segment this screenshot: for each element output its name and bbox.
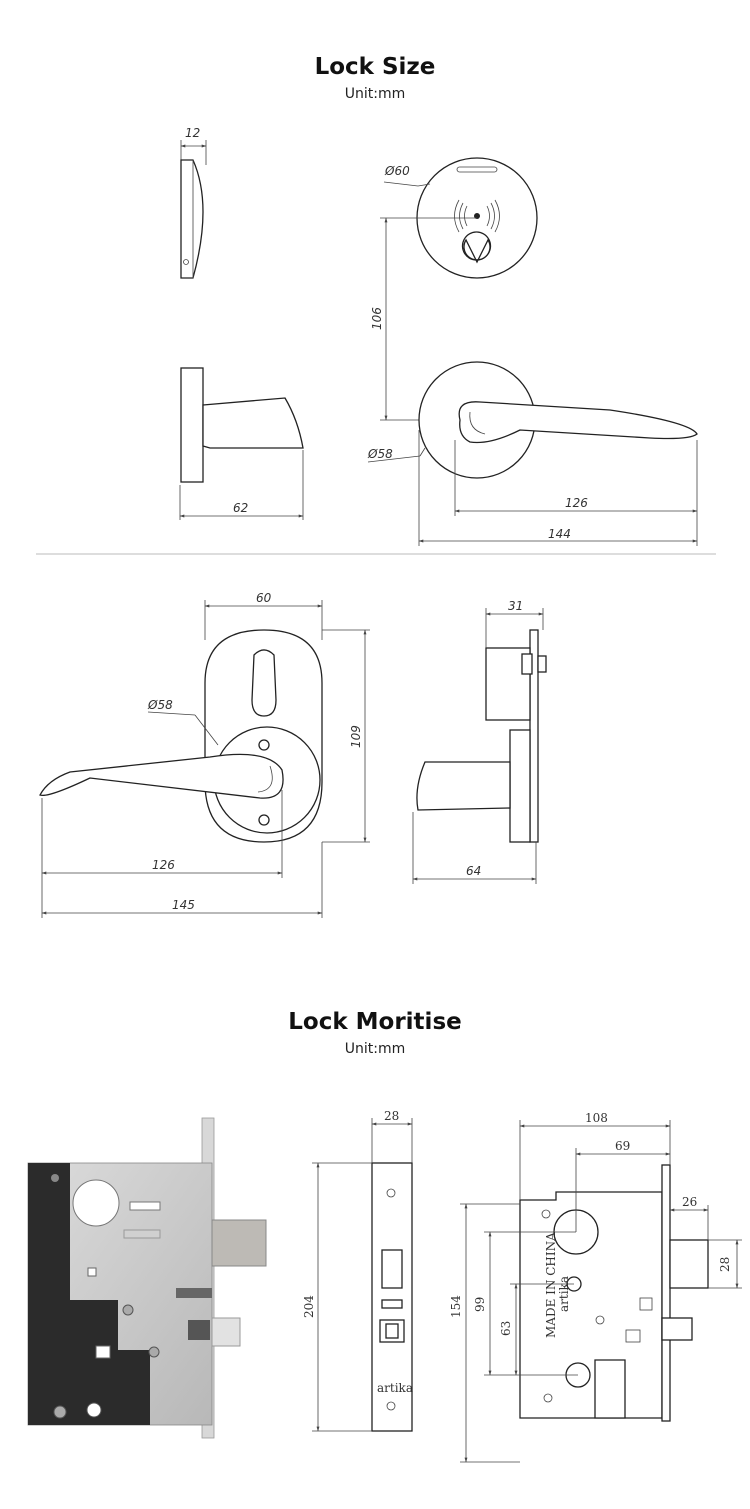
- mortise-brand: artika: [557, 1276, 571, 1312]
- mortise-photo: [28, 1118, 266, 1438]
- plate-front-view: [40, 600, 370, 918]
- dim-latch-height: 28: [718, 1256, 732, 1272]
- plate-side-view: [413, 608, 546, 884]
- dim-faceplate-width: 28: [384, 1109, 400, 1123]
- dim-plate-height: 109: [349, 725, 363, 748]
- dim-case-height: 154: [449, 1295, 463, 1318]
- lever-side-view: [180, 368, 303, 520]
- dim-thickness: 12: [185, 126, 201, 140]
- dim-latch-proj: 26: [682, 1195, 698, 1209]
- dim-lever-len: 126: [565, 496, 588, 510]
- mortise-case: [460, 1120, 742, 1462]
- mortise-made-in: MADE IN CHINA: [544, 1232, 558, 1338]
- dim-total-len: 144: [548, 527, 571, 541]
- reader-side-view: [181, 140, 206, 278]
- dim-lever-dia: Ø58: [368, 447, 393, 461]
- dim-63: 63: [499, 1320, 513, 1336]
- dim-backset: 69: [615, 1139, 631, 1153]
- dim-case-width: 108: [585, 1111, 608, 1125]
- dim-99: 99: [473, 1296, 487, 1312]
- mortise-brand-small: artika: [377, 1381, 413, 1395]
- dim-lever-dia2: Ø58: [148, 698, 173, 712]
- dim-reader-dia: Ø60: [385, 164, 410, 178]
- dim-faceplate-height: 204: [302, 1295, 316, 1318]
- lock-mortise-unit: Unit:mm: [344, 1041, 406, 1057]
- dim-side-depth2: 64: [466, 864, 482, 878]
- lock-size-unit: Unit:mm: [344, 86, 406, 102]
- dim-plate-width: 60: [256, 591, 272, 605]
- dim-center-dist: 106: [370, 307, 384, 330]
- dim-side-top: 31: [508, 599, 524, 613]
- dim-side-depth: 62: [233, 501, 249, 515]
- dim-total-len2: 145: [172, 898, 195, 912]
- dim-lever-len2: 126: [152, 858, 175, 872]
- lock-mortise-title: Lock Moritise: [288, 1009, 462, 1035]
- lock-size-title: Lock Size: [314, 54, 436, 80]
